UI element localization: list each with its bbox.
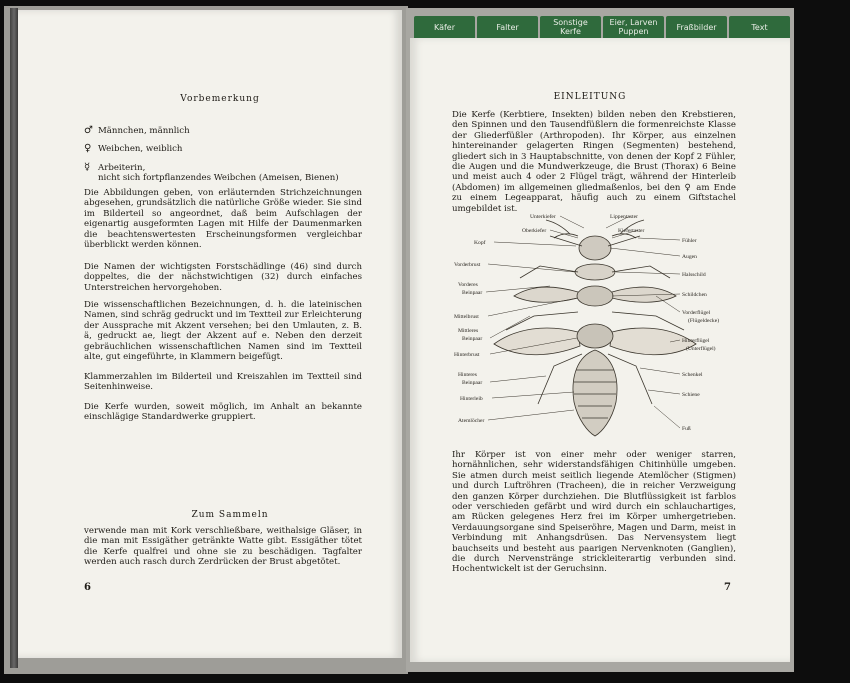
symbol-female (84, 144, 364, 154)
symbol-male-text: Männchen, männlich (98, 126, 190, 136)
label-lippentaster: Lippentaster (610, 214, 638, 220)
label-vorderbrust: Vorderbrust (454, 262, 481, 268)
left-para-2: Die Namen der wichtigsten Forstschädlinge (46) sind durch doppeltes, die der nächstwichtigen (32) durch einfaches Unterstreichen hervorgehoben. (84, 262, 362, 293)
symbol-legend (84, 126, 364, 184)
right-para-1: Die Kerfe (Kerbtiere, Insekten) bilden neben den Krebstieren, den Spinnen und den Tausendfüßlern die formenreichste Klasse der Gliederfüßler (Arthropoden). Ihr Körper, aus einzelnen hintereinander gelagerten Ringen (Segmenten) bestehend, gliedert sich in 3 Hauptabschnitte, von denen der Kopf 2 Fühler, die Augen und die Mundwerkzeuge, die Brust (Thorax) 6 Beine und meist auch 4 oder 2 Flügel trägt, während der Hinterleib (Abdomen) im allgemeinen gliedmaßenlos, bei den ♀ am Ende zu einem Legeapparat, häufig auch zu einem Giftstachel umgebildet ist. (452, 110, 736, 214)
label-halsschild: Halsschild (682, 272, 706, 278)
label-fuehler: Fühler (682, 238, 697, 244)
label-vorderes: Vorderes (458, 282, 478, 288)
label-kiefertaster: Kiefertaster (618, 228, 645, 234)
left-para-3: Die wissenschaftlichen Bezeichnungen, d. h. die lateinischen Namen, sind schräg gedruckt und im Textteil zur Erleichterung der Aussprache mit Akzent versehen; bei den Umlauten, z. B. ä, gedruckt ae, liegt der Akzent auf e. Neben den derzeit gebräuchlichen wissenschaftlichen Namen sind im Textteil alte, gut eingeführte, in Klammern beigefügt. (84, 300, 362, 363)
label-fuss: Fuß (682, 426, 691, 432)
tab-eier-larven-puppen[interactable]: Eier, Larven Puppen (603, 16, 664, 38)
male-symbol-icon: ♂ (84, 125, 93, 136)
right-page-title: EINLEITUNG (553, 92, 627, 102)
page-number-right: 7 (724, 582, 731, 593)
section-title-zum-sammeln: Zum Sammeln (191, 510, 269, 520)
tab-sonstige-kerfe[interactable]: Sonstige Kerfe (540, 16, 601, 38)
label-oberkiefer: Oberkiefer (522, 228, 547, 234)
label-augen: Augen (682, 254, 697, 260)
tab-text[interactable]: Text (729, 16, 790, 38)
label-atemloecher: Atemlöcher (458, 418, 485, 424)
label-vorderfluegel: Vorderflügel (682, 310, 711, 316)
label-hinteres-beinpaar: Beinpaar (462, 380, 483, 386)
label-schiene: Schiene (682, 392, 700, 398)
left-para-1: Die Abbildungen geben, von erläuternden Strichzeichnungen abgesehen, grundsätzlich die natürliche Größe wieder. Sie sind im Bilderteil so angeordnet, daß beim Aufschlagen der eigenartig ausgeformten Lagen mit Hilfe der Daumenmarken die beachtenswertesten Erscheinungsformen vergleichbar überblickt werden können. (84, 188, 362, 251)
left-para-6: verwende man mit Kork verschließbare, weithalsige Gläser, in die man mit Essigäther getränkte Watte gibt. Essigäther tötet die Kerfe qualfrei und ohne sie zu beschädigen. Tagfalter werden auch rasch durch Zerdrücken der Brust abgetötet. (84, 526, 362, 568)
page-number-left: 6 (84, 582, 91, 593)
label-mittleres-beinpaar: Beinpaar (462, 336, 483, 342)
figure-labels-left (454, 213, 556, 424)
figure-labels-right (610, 214, 719, 432)
symbol-worker (84, 163, 364, 184)
label-schenkel: Schenkel (682, 372, 703, 378)
beetle-anatomy-diagram (450, 206, 740, 446)
label-unterfluegel: (Unterflügel) (686, 346, 716, 352)
worker-symbol-icon: ☿ (84, 161, 91, 173)
beetle-illustration (494, 220, 696, 436)
label-hinteres: Hinteres (458, 372, 477, 378)
right-para-2: Ihr Körper ist von einer mehr oder weniger starren, hornähnlichen, sehr widerstandsfähigen Chitinhülle umgeben. Sie atmen durch meist seitlich liegende Atemlöcher (Stigmen) und durch Luftröhren (Tracheen), die in reicher Verzweigung den ganzen Körper durchziehen. Die Blutflüssigkeit ist farblos oder verschieden gefärbt und wird durch ein schlauchartiges, am Rücken gelegenes Herz frei im Körper umhergetrieben. Verdauungsorgane sind Speiseröhre, Magen und Darm, meist in Verbindung mit Anhangsdrüsen. Das Nervensystem liegt bauchseits und besteht aus paarigen Nervenknoten (Ganglien), die durch Nervenstränge strickleiterartig verbunden sind. Hochentwickelt ist der Geruchsinn. (452, 450, 736, 575)
left-para-5: Die Kerfe wurden, soweit möglich, im Anhalt an bekannte einschlägige Standardwerke gruppiert. (84, 402, 362, 423)
symbol-female-text: Weibchen, weiblich (98, 144, 183, 155)
left-page-title: Vorbemerkung (180, 94, 260, 104)
thumb-index-tabs (414, 16, 790, 38)
protective-sleeve-edge (10, 8, 18, 668)
label-hinterbrust: Hinterbrust (454, 352, 480, 358)
label-mittelbrust: Mittelbrust (454, 314, 479, 320)
symbol-male (84, 126, 364, 136)
tab-falter[interactable]: Falter (477, 16, 538, 38)
label-schildchen: Schildchen (682, 292, 707, 298)
label-kopf: Kopf (474, 240, 486, 246)
female-symbol-icon: ♀ (84, 143, 92, 155)
symbol-worker-text: Arbeiterin, nicht sich fortpflanzendes Weibchen (Ameisen, Bienen) (98, 162, 339, 184)
left-para-4: Klammerzahlen im Bilderteil und Kreiszahlen im Textteil sind Seitenhinweise. (84, 372, 362, 393)
tab-frassbilder[interactable]: Fraßbilder (666, 16, 727, 38)
label-unterkiefer: Unterkiefer (530, 214, 556, 220)
label-mittleres: Mittleres (458, 328, 479, 334)
label-hinterfluegel: Hinterflügel (682, 338, 710, 344)
label-fluegeldecke: (Flügeldecke) (688, 318, 720, 324)
label-vorderes-beinpaar: Beinpaar (462, 290, 483, 296)
label-hinterleib: Hinterleib (460, 396, 483, 402)
tab-kaefer[interactable]: Käfer (414, 16, 475, 38)
